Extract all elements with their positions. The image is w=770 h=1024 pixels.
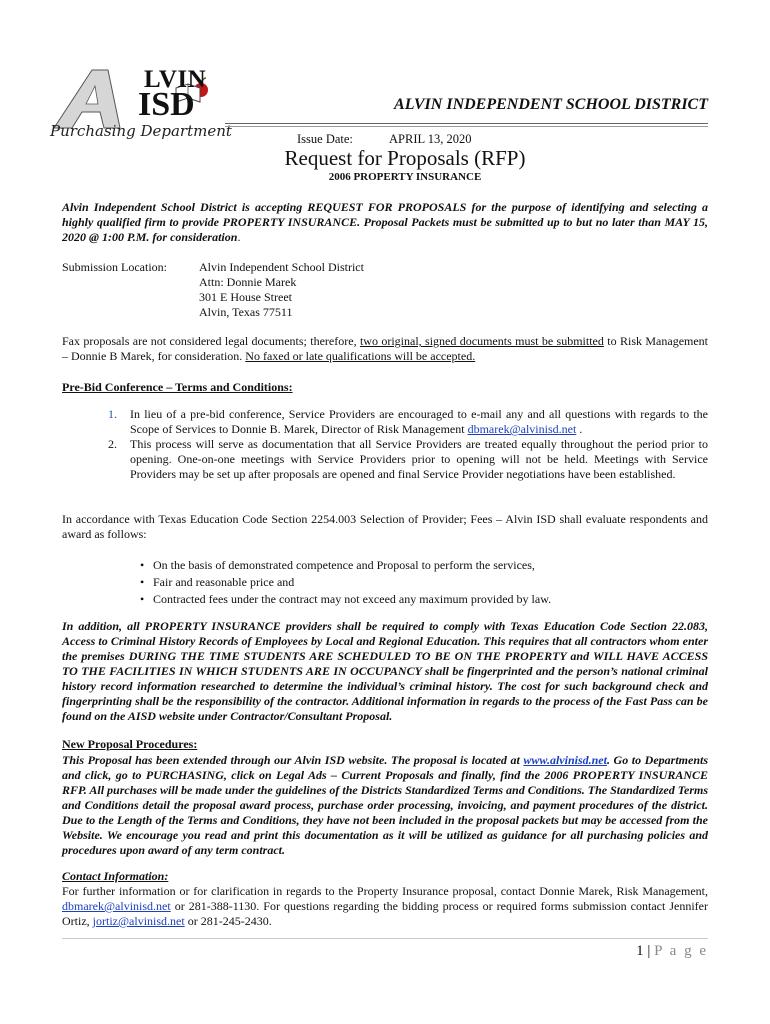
header-divider-secondary: [225, 126, 708, 127]
district-name: ALVIN INDEPENDENT SCHOOL DISTRICT: [394, 96, 708, 113]
list-number: 2.: [108, 437, 117, 451]
email-link-ortiz[interactable]: jortiz@alvinisd.net: [92, 914, 185, 928]
alvin-isd-logo: [48, 66, 232, 142]
contact-heading: Contact Information:: [62, 869, 169, 883]
fax-text: Fax proposals are not considered legal documents; therefore,: [62, 334, 360, 348]
submission-address: [199, 260, 364, 320]
page-number-value: 1: [636, 943, 644, 959]
logo-tagline: Purchasing Department: [50, 122, 232, 140]
address-line: Alvin, Texas 77511: [199, 305, 293, 319]
issue-date-row: [297, 132, 472, 147]
fax-paragraph: [62, 334, 708, 364]
submission-label: Submission Location:: [62, 260, 167, 274]
contact-text-3: or 281-245-2430.: [184, 914, 272, 928]
bullet-icon: •: [140, 558, 145, 572]
list-item: [62, 591, 551, 608]
award-criteria-list: [62, 557, 551, 608]
prebid-list: [62, 407, 708, 482]
website-link[interactable]: www.alvinisd.net: [523, 753, 607, 767]
bullet-icon: •: [140, 575, 145, 589]
list-item-text: In lieu of a pre-bid conference, Service Providers are encouraged to e-mail any and all questions with regards to the Scope of Services to Donnie B. Marek, Director of Risk Management: [130, 407, 708, 436]
new-proposal-heading: New Proposal Procedures:: [62, 737, 198, 751]
list-item-text: Contracted fees under the contract may not exceed any maximum provided by law.: [153, 592, 552, 606]
logo-text-isd: ISD: [138, 86, 195, 123]
document-title: Request for Proposals (RFP): [284, 146, 526, 170]
fax-emphasis: two original, signed documents must be submitted: [359, 334, 604, 348]
address-line: Attn: Donnie Marek: [199, 275, 297, 289]
bullet-icon: •: [140, 592, 145, 606]
new-proposal-paragraph: [62, 753, 708, 858]
document-subtitle: 2006 PROPERTY INSURANCE: [328, 171, 482, 183]
list-number: 1.: [108, 407, 117, 421]
address-line: 301 E House Street: [199, 290, 292, 304]
intro-paragraph: [62, 200, 708, 245]
email-link-marek[interactable]: dbmarek@alvinisd.net: [467, 422, 577, 436]
footer-divider: [62, 938, 708, 939]
list-item: [62, 437, 708, 482]
address-line: Alvin Independent School District: [199, 260, 364, 274]
page-number: 1 | P a g e: [636, 943, 708, 959]
new-proposal-text-2: . Go to Departments and click, go to PURCHASING, click on Legal Ads – Current Proposals and finally, find the 2006 PROPERTY INSURANCE RFP. All purchases will be made under the guidelines of the Districts Standardized Terms and Conditions. The Standardized Terms and Conditions detail the proposal award process, purchase order processing, invoicing, and payment procedures of the district. Due to the Length of the Terms and Conditions, they have not been included in the proposal packets but may be accessed from the Website. We encourage you read and print this documentation as it will be utilized as guidance for all purchasing policies and procedures upon award of any term contract.: [62, 753, 708, 857]
new-proposal-text: This Proposal has been extended through our Alvin ISD website. The proposal is located at: [62, 753, 524, 767]
intro-text: Alvin Independent School District is accepting REQUEST FOR PROPOSALS for the purpose of identifying and selecting a highly qualified firm to provide PROPERTY INSURANCE. Proposal Packets must be submitted up to but no later than MAY 15, 2020 @ 1:00 P.M. for consideration: [62, 200, 708, 244]
issue-date-value: APRIL 13, 2020: [389, 132, 472, 146]
prebid-heading: Pre-Bid Conference – Terms and Conditions:: [62, 380, 293, 394]
accordance-paragraph: In accordance with Texas Education Code Section 2254.003 Selection of Provider; Fees – Alvin ISD shall evaluate respondents and award as follows:: [62, 512, 708, 541]
list-item-text: Fair and reasonable price and: [153, 575, 295, 589]
list-item-tail: .: [576, 422, 583, 436]
logo-text-lvin: LVIN: [144, 66, 207, 93]
issue-date-label: Issue Date:: [297, 132, 353, 146]
header-divider: [225, 123, 708, 124]
fingerprint-paragraph: In addition, all PROPERTY INSURANCE providers shall be required to comply with Texas Education Code Section 22.083, Access to Criminal History Records of Employees by Local and Regional Education. This requires that all contractors whom enter the premises DURING THE TIME STUDENTS ARE SCHEDULED TO BE ON THE PROPERTY and WILL HAVE ACCESS TO THE FACILITIES IN WHICH STUDENTS ARE IN OCCUPANCY shall be fingerprinted and the person’s national criminal history record information researched to determine the individual’s criminal history. The cost for such background check and fingerprinting shall be the responsibility of the contractor. Additional information in regards to the process of the Fast Pass can be found on the AISD website under Contractor/Consultant Proposal.: [62, 619, 708, 723]
contact-paragraph: [62, 884, 708, 929]
fax-text-2: to Risk Management – Donnie B Marek, for consideration.: [62, 334, 709, 363]
page-label: P a g e: [654, 943, 708, 959]
list-item: [62, 574, 551, 591]
fax-warning: No faxed or late qualifications will be accepted.: [245, 349, 476, 363]
contact-text: For further information or for clarification in regards to the Property Insurance proposal, contact Donnie Marek, Risk Management,: [62, 884, 708, 898]
list-item-text: On the basis of demonstrated competence and Proposal to perform the services,: [153, 558, 535, 572]
list-item: [62, 557, 551, 574]
contact-text-2: or 281-388-1130. For questions regarding the bidding process or required forms submission contact Jennifer Ortiz,: [62, 899, 708, 928]
email-link-marek[interactable]: dbmarek@alvinisd.net: [62, 899, 171, 913]
intro-period: .: [237, 230, 241, 244]
list-item: [62, 407, 708, 437]
list-item-text: This process will serve as documentation that all Service Providers are treated equally throughout the period prior to opening. One-on-one meetings with Service Providers prior to opening will not be held. Meetings with Service Providers may be set up after proposals are opened and final Service Provider negotiations have been established.: [130, 437, 708, 481]
